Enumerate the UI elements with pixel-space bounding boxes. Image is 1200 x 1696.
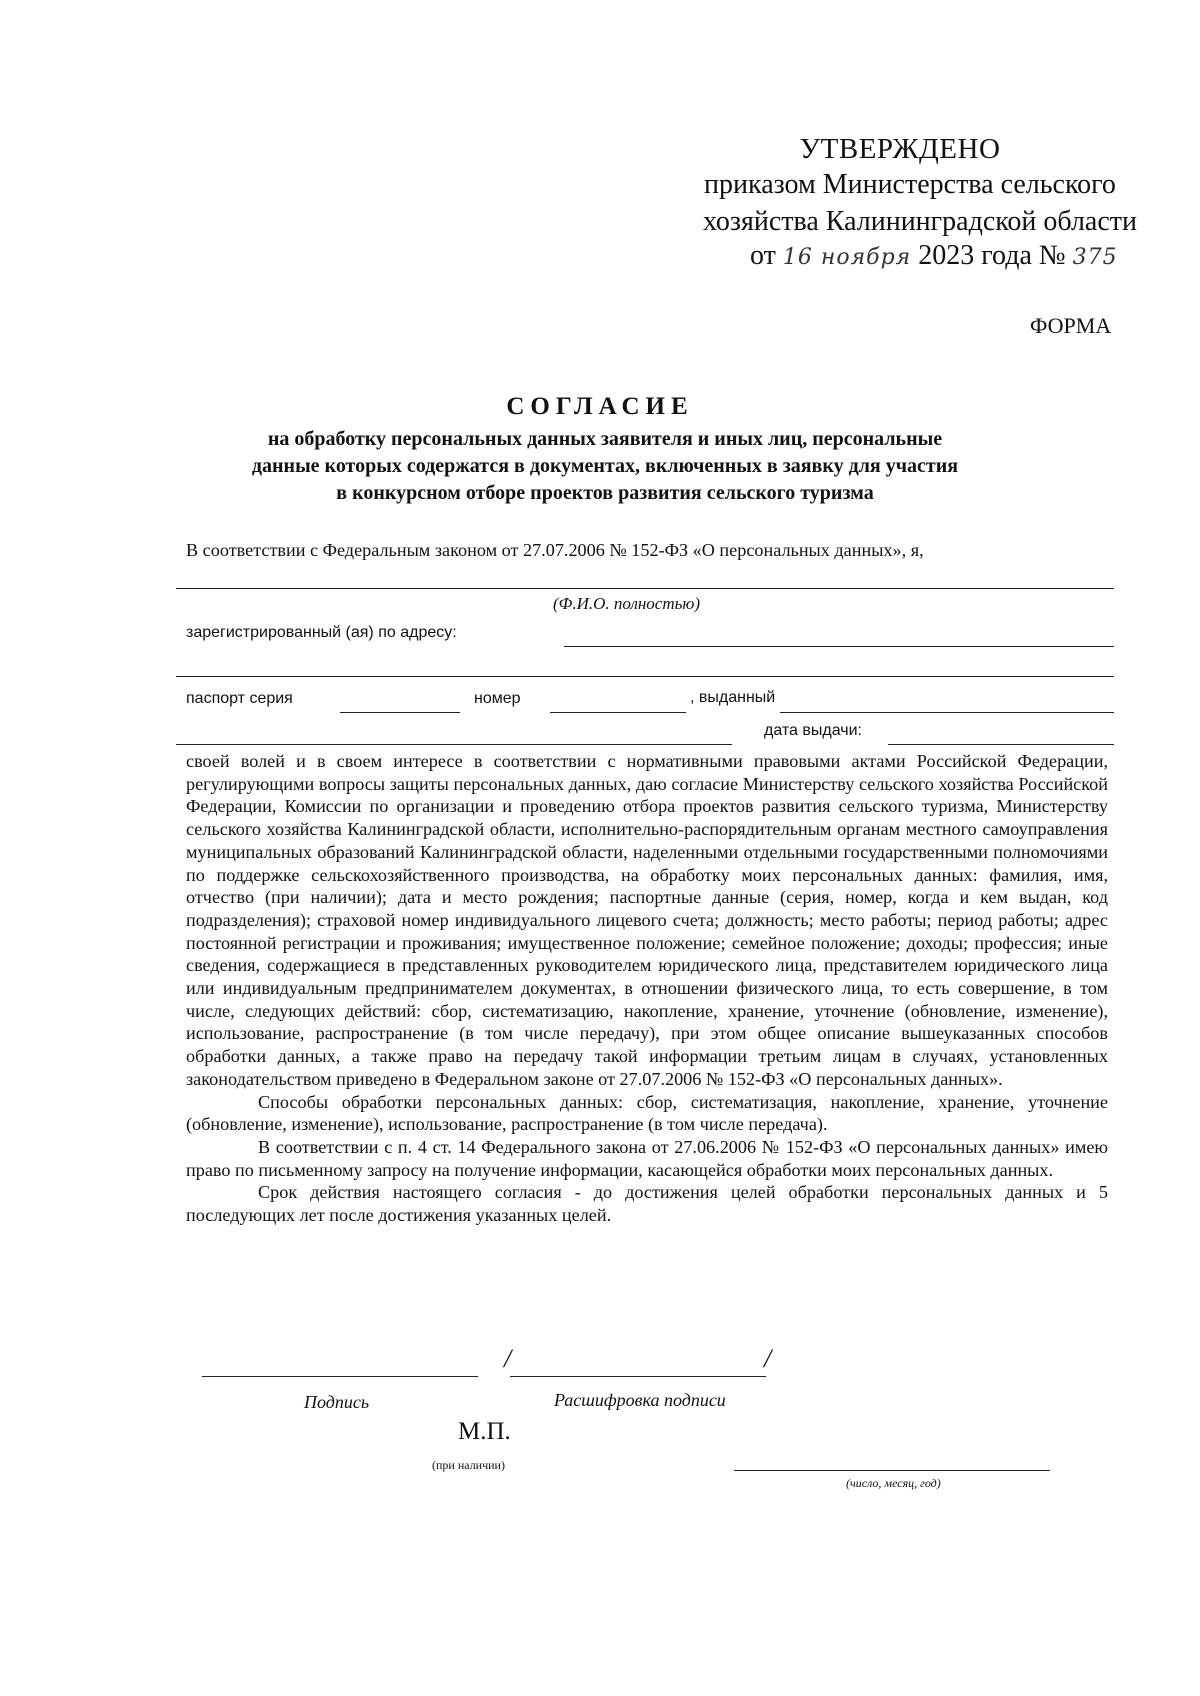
signature-field[interactable] [202, 1376, 478, 1377]
consent-body [186, 750, 1108, 1227]
number-label: номер [474, 690, 521, 707]
passport-label: паспорт серия [186, 690, 293, 707]
approval-line-1: приказом Министерства сельского [704, 169, 1116, 200]
intro-text: В соответствии с Федеральным законом от 27.07.2006 № 152-ФЗ «О персональных данных», я, [186, 540, 924, 560]
passport-series-field[interactable] [340, 712, 460, 713]
issued-label: , выданный [690, 689, 776, 706]
signature-decode-caption: Расшифровка подписи [554, 1390, 726, 1410]
issued-by-field-2[interactable] [176, 744, 732, 745]
consent-paragraph-3: В соответствии с п. 4 ст. 14 Федерального закона от 27.06.2006 № 152-ФЗ «О персональных данных» имею право по письменному запросу на получение информации, касающейся обработки моих персональных данных. [186, 1136, 1108, 1180]
signature-caption: Подпись [304, 1392, 370, 1412]
document-title: СОГЛАСИЕ [506, 393, 694, 420]
signature-slash-right: / [764, 1344, 772, 1373]
consent-paragraph-2: Способы обработки персональных данных: сбор, систематизация, накопление, хранение, уточнение (обновление, изменение), использование, распространение (в том числе передача). [186, 1091, 1108, 1135]
date-field[interactable] [734, 1470, 1050, 1471]
subtitle-line-1: на обработку персональных данных заявителя и иных лиц, персональные [267, 428, 943, 450]
passport-number-field[interactable] [550, 712, 686, 713]
consent-paragraph-1: своей волей и в своем интересе в соответствии с нормативными правовыми актами Российской Федерации, регулирующими вопросы защиты персональных данных, даю согласие Министерству сельского хозяйства Российской Федерации, Комиссии по организации и проведению отбора проектов развития сельского туризма, Министерству сельского хозяйства Калининградской области, исполнительно-распорядительным органам местного самоуправления муниципальных образований Калининградской области, наделенными отдельными государственными полномочиями по поддержке сельскохозяйственного производства, на обработку моих персональных данных: фамилия, имя, отчество (при наличии); дата и место рождения; паспортные данные (серия, номер, когда и кем выдан, код подразделения); страховой номер индивидуального лицевого счета; должность; место работы; период работы; адрес постоянной регистрации и проживания; имущественное положение; семейное положение; доходы; профессия; иные сведения, содержащиеся в представленных руководителем юридического лица, представителем юридического лица или индивидуальным предпринимателем документах, в отношении физического лица, то есть совершение, в том числе, следующих действий: сбор, систематизацию, накопление, хранение, уточнение (обновление, изменение), использование, распространение (в том числе передачу), при этом общее описание вышеуказанных способов обработки данных, а также право на передачу такой информации третьим лицам в случаях, установленных законодательством приведено в Федеральном законе от 27.07.2006 № 152-ФЗ «О персональных данных». [186, 751, 1108, 1089]
approval-date-line [750, 240, 1118, 272]
signature-decode-field[interactable] [510, 1376, 766, 1377]
approved-heading: УТВЕРЖДЕНО [799, 133, 1001, 165]
approval-line-2: хозяйства Калининградской области [702, 206, 1138, 237]
address-field-line-2[interactable] [176, 676, 1114, 677]
fio-caption: (Ф.И.О. полностью) [553, 594, 701, 613]
fio-field-line[interactable] [176, 588, 1114, 589]
issue-date-label: дата выдачи: [764, 722, 862, 739]
consent-paragraph-4: Срок действия настоящего согласия - до достижения целей обработки персональных данных и 5 последующих лет после достижения указанных целей. [186, 1182, 1108, 1226]
handwritten-date: 16 ноября [782, 245, 912, 270]
stamp-note: (при наличии) [432, 1458, 505, 1472]
date-year: 2023 года № [918, 240, 1066, 271]
signature-slash-left: / [504, 1344, 512, 1373]
document-subtitle [180, 426, 1030, 507]
address-field-line-1[interactable] [564, 646, 1114, 647]
handwritten-number: 375 [1072, 245, 1118, 270]
date-caption: (число, месяц, год) [846, 1476, 941, 1490]
stamp-label: М.П. [458, 1418, 511, 1445]
issue-date-field[interactable] [888, 744, 1114, 745]
date-prefix: от [750, 240, 776, 271]
form-label: ФОРМА [1030, 313, 1112, 338]
subtitle-line-3: в конкурсном отборе проектов развития сельского туризма [336, 482, 874, 504]
registered-label: зарегистрированный (ая) по адресу: [186, 624, 457, 641]
issued-by-field[interactable] [780, 712, 1114, 713]
subtitle-line-2: данные которых содержатся в документах, включенных в заявку для участия [251, 455, 959, 477]
